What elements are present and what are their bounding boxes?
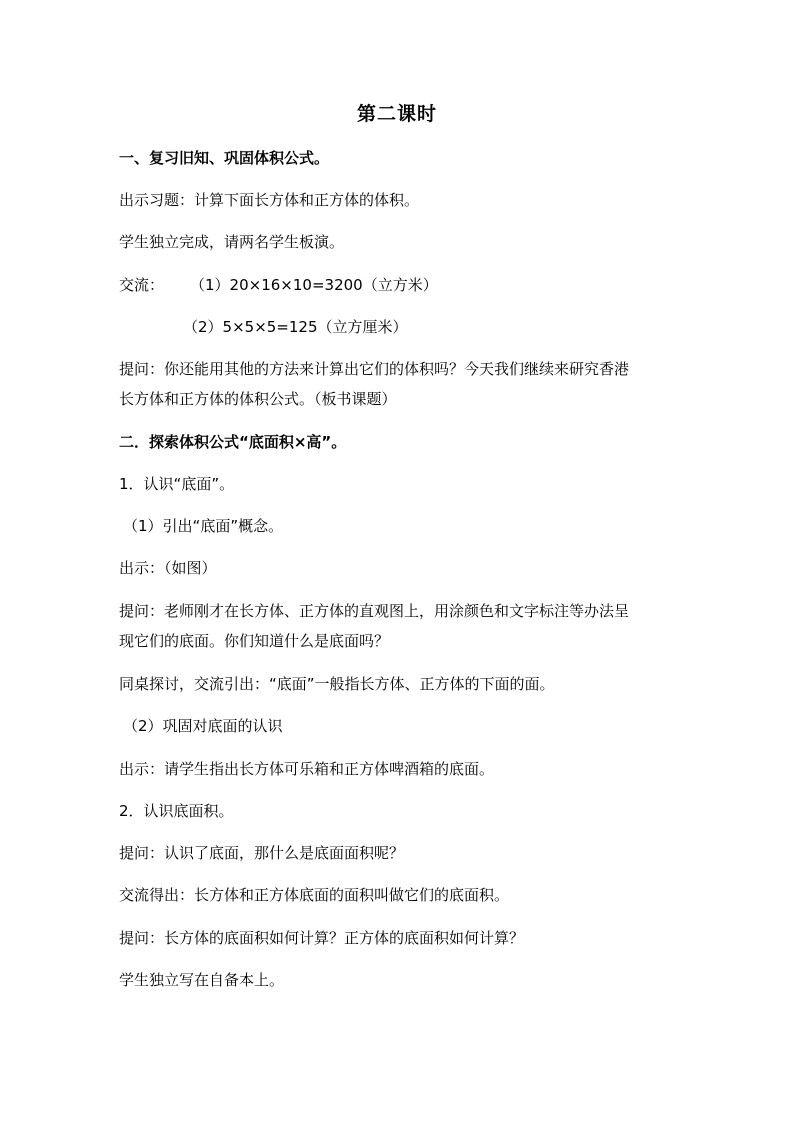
paragraph: 出示：请学生指出长方体可乐箱和正方体啤酒箱的底面。 [119, 760, 495, 778]
section-heading-review: 一、复习旧知、巩固体积公式。 [119, 149, 330, 167]
paragraph-exchange [119, 274, 679, 296]
paragraph: 现它们的底面。你们知道什么是底面吗？ [119, 632, 390, 650]
paragraph: 长方体和正方体的体积公式。（板书课题） [119, 390, 397, 408]
paragraph: 学生独立完成，请两名学生板演。 [119, 233, 345, 251]
paragraph: 提问：你还能用其他的方法来计算出它们的体积吗？今天我们继续来研究香港 [119, 360, 630, 378]
formula-line-2: （2）5×5×5=125（立方厘米） [183, 318, 408, 336]
paragraph: （1）引出“底面”概念。 [123, 517, 284, 535]
subheading: 1．认识“底面”。 [119, 475, 235, 493]
paragraph: 出示习题：计算下面长方体和正方体的体积。 [119, 191, 420, 209]
subheading: 2．认识底面积。 [119, 802, 234, 820]
paragraph: 学生独立写在自备本上。 [119, 971, 285, 989]
paragraph: 提问：长方体的底面积如何计算？正方体的底面积如何计算？ [119, 929, 525, 947]
paragraph: 出示：（如图） [119, 559, 217, 577]
document-title: 第二课时 [356, 103, 437, 125]
paragraph: 同桌探讨，交流引出：“底面”一般指长方体、正方体的下面的面。 [119, 675, 555, 693]
formula-line-1: （1）20×16×10=3200（立方米） [190, 276, 438, 294]
exchange-label: 交流： [119, 276, 165, 294]
paragraph: 提问：老师刚才在长方体、正方体的直观图上，用涂颜色和文字标注等办法呈 [119, 602, 630, 620]
paragraph: 交流得出：长方体和正方体底面的面积叫做它们的底面积。 [119, 886, 510, 904]
paragraph: （2）巩固对底面的认识 [123, 717, 283, 735]
paragraph: 提问：认识了底面，那什么是底面面积呢？ [119, 844, 405, 862]
section-heading-explore: 二．探索体积公式“底面积×高”。 [119, 433, 347, 451]
